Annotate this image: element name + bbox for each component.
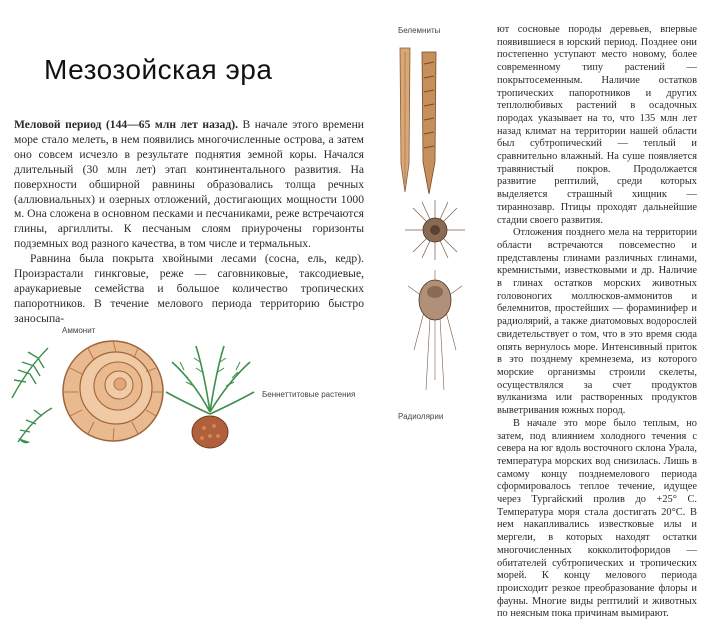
caption-radiolarians: Радиолярии [398, 412, 444, 421]
right-paragraph-2: Отложения позднего мела на территории области встречаются повсеместно и представлены глинами различных глинами, кремнистыми, известковыми и др. Наличие в глинах остатков морских животных головоногих моллюсков-аммонитов и белемнитов, простейших — фораминифер и радиолярий, а также диатомовых водорослей свидетельствует о том, что в это время сюда опять вернулось море. Интенсивный приток в это позднему кремнезема, из которого морские организмы строили скелеты, осуществлялся за счет продуктов вулканизма или растворенных продуктов выветривания южных пород. [497, 227, 697, 417]
left-text-column [14, 118, 364, 327]
fern-fragment-image [8, 338, 58, 448]
right-text-column [497, 24, 697, 621]
caption-ammonite: Аммонит [62, 326, 96, 335]
radiolarians-image [400, 200, 470, 400]
caption-belemnites: Белемниты [398, 26, 441, 35]
period-paragraph-2: Равнина была покрыта хвойными лесами (сосна, ель, кедр). Произрастали гинкговые, реже — саговниковые, таксодиевые, араукариевые семейства и большое количество тропических папоротников. В течение мелового периода территорию быстро заносыпа- [14, 252, 364, 325]
ammonite-shell-image [58, 336, 168, 446]
period-paragraph-1: В начале этого времени море стало мелеть, в нем появились многочисленные острова, а затем оно совсем исчезло в результате поднятия земной коры. Начался длительный (30 млн лет) этап континентального развития. На поверхности обширной равнины образовались толща речных (аллювиальных) и озерных отложений, достигающих мощности 1000 м. Она сложена в основном песками и песчаниками, реже встречаются глины, аргиллиты. К песчаным слоям приурочены горизонты подземных вод разного качества, в том числе и термальных. [14, 118, 364, 251]
right-paragraph-1: ют сосновые породы деревьев, впервые появившиеся в юрский период. Позднее они постепенно уступают место новому, более современному типу растений — покрытосеменным. Наличие остатков тропических папоротников и других теплолюбивых растений в осадочных породах указывает на то, что 135 млн лет назад климат на территории нашей области был субтропический — теплый и сравнительно влажный. На суше появляется травянистый покров. Продолжается развитие рептилий, среди которых выделяется страшный хищник — тираннозавр. Птицы проходят дальнейшие стадии своего развития. [497, 24, 697, 226]
bennettites-plant-image [164, 342, 256, 452]
caption-bennettites: Беннеттитовые растения [262, 390, 356, 399]
belemnites-image [396, 44, 444, 194]
period-heading: Меловой период (144—65 млн лет назад). [14, 118, 238, 131]
right-paragraph-3: В начале это море было теплым, но затем, под влиянием холодного течения с севера на юг вдоль восточного склона Урала, температура морских вод снизилась. Лишь в самому концу позднемелового периода сформировалось теплое течение, идущее через Тургайский пролив до +25° С. Температура моря стала достигать 20°С. В нем накапливались известковые илы и мергели, в которых находят остатки многочисленных кокколитофоридов — обитателей субтропических и тропических морей. К концу мелового периода происходит резкое преобразование флоры и фауны. Многие виды рептилий и животных по неясным пока причинам вымирают. [497, 417, 697, 620]
slide-title: Мезозойская эра [44, 54, 273, 85]
